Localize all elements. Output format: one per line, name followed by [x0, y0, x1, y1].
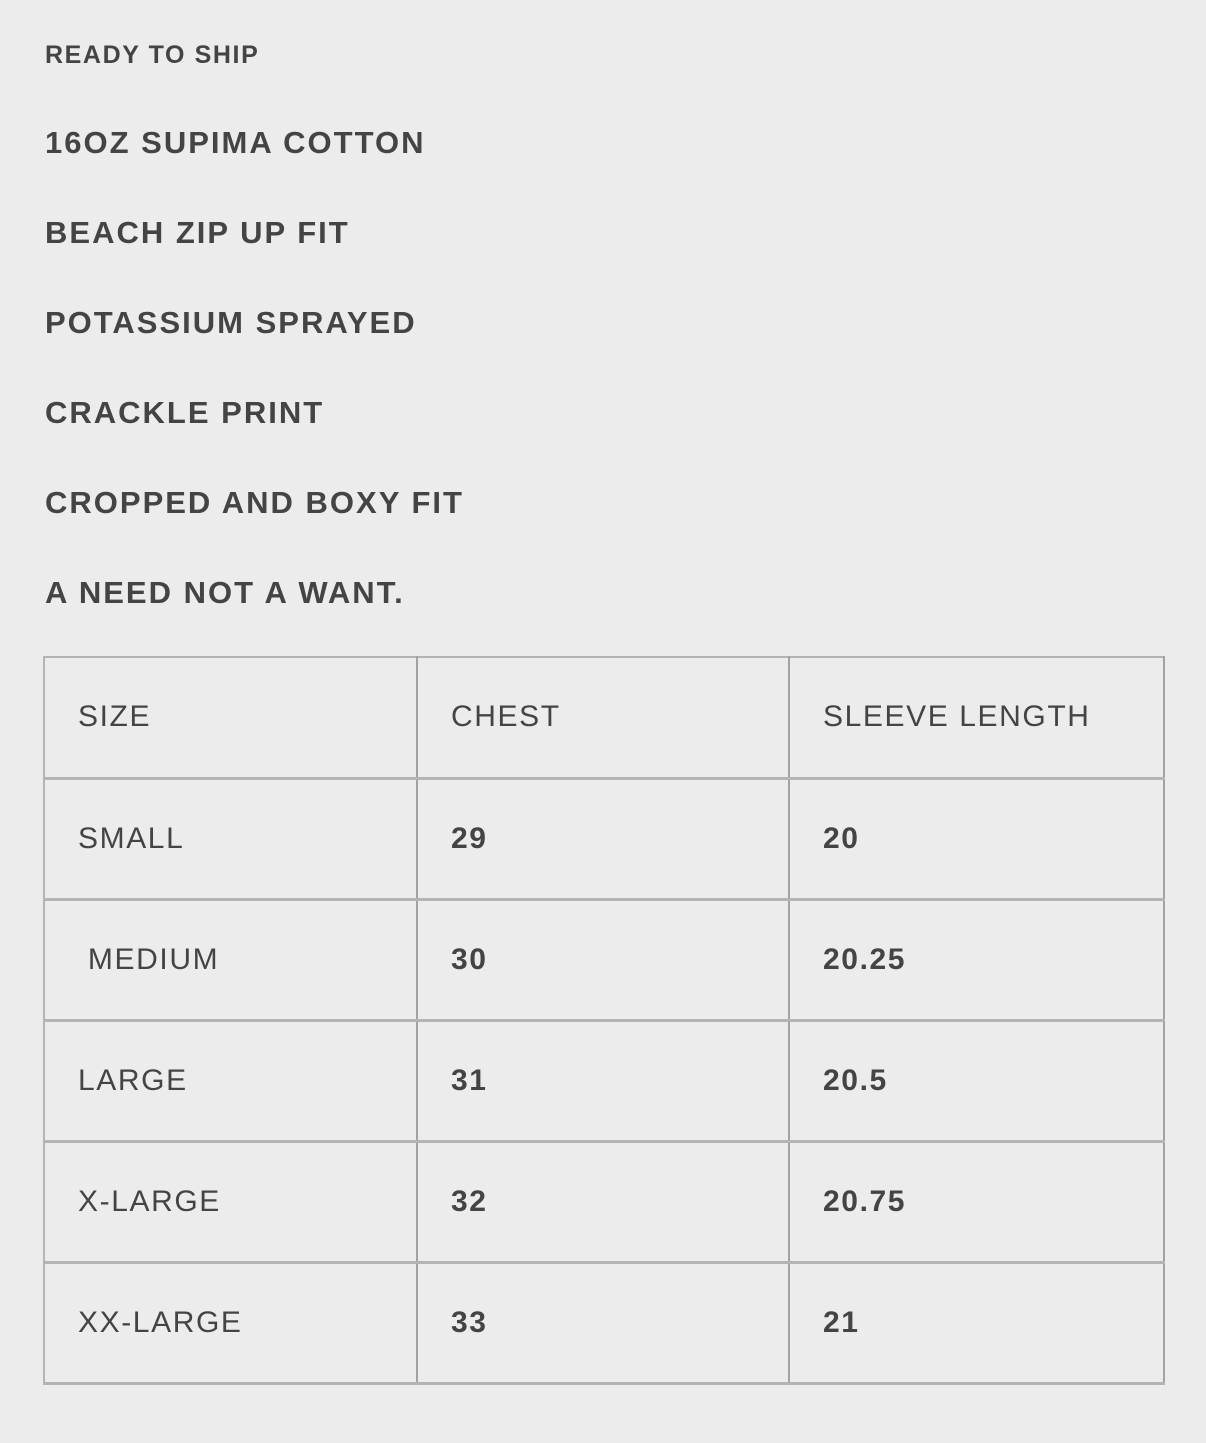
table-row — [44, 1141, 1164, 1262]
column-header-sleeve-length: SLEEVE LENGTH — [789, 657, 1164, 778]
chest-cell: 31 — [417, 1020, 789, 1141]
sleeve-cell: 20.5 — [789, 1020, 1164, 1141]
column-header-chest: CHEST — [417, 657, 789, 778]
sleeve-cell: 21 — [789, 1262, 1164, 1383]
feature-item: CROPPED AND BOXY FIT — [45, 485, 464, 520]
sleeve-cell: 20.25 — [789, 899, 1164, 1020]
feature-item: BEACH ZIP UP FIT — [45, 215, 350, 250]
size-chart-table — [43, 656, 1165, 1385]
table-row — [44, 899, 1164, 1020]
sleeve-cell: 20.75 — [789, 1141, 1164, 1262]
feature-item: POTASSIUM SPRAYED — [45, 305, 417, 340]
feature-item: CRACKLE PRINT — [45, 395, 325, 430]
table-row — [44, 1262, 1164, 1383]
sleeve-cell: 20 — [789, 778, 1164, 899]
ready-to-ship-label: READY TO SHIP — [45, 41, 260, 69]
size-cell: MEDIUM — [44, 899, 417, 1020]
chest-cell: 29 — [417, 778, 789, 899]
size-cell: SMALL — [44, 778, 417, 899]
size-cell: XX-LARGE — [44, 1262, 417, 1383]
table-row — [44, 1020, 1164, 1141]
chest-cell: 30 — [417, 899, 789, 1020]
table-row — [44, 778, 1164, 899]
product-features-list — [45, 121, 464, 661]
chest-cell: 32 — [417, 1141, 789, 1262]
size-cell: X-LARGE — [44, 1141, 417, 1262]
table-header-row — [44, 657, 1164, 778]
column-header-size: SIZE — [44, 657, 417, 778]
chest-cell: 33 — [417, 1262, 789, 1383]
feature-item: A NEED NOT A WANT. — [45, 575, 405, 610]
feature-item: 16OZ SUPIMA COTTON — [45, 125, 426, 160]
size-cell: LARGE — [44, 1020, 417, 1141]
